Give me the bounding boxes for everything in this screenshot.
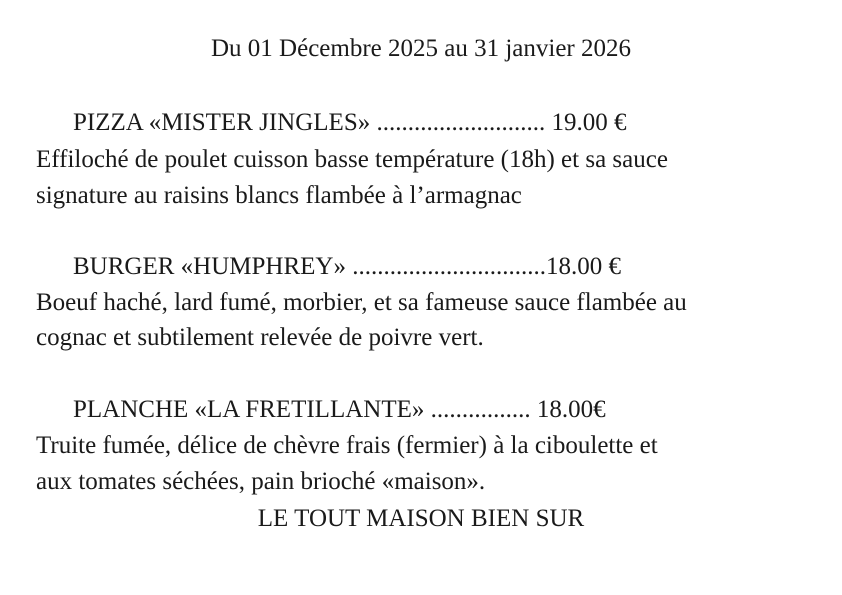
menu-item-title-planche: PLANCHE «LA FRETILLANTE» ................ 18.00€ [73,396,606,423]
menu-item-title-pizza: PIZZA «MISTER JINGLES» ........................... 19.00 € [73,109,627,136]
menu-item-description-line: Boeuf haché, lard fumé, morbier, et sa fameuse sauce flambée au [36,289,687,316]
menu-item-description-line: Truite fumée, délice de chèvre frais (fermier) à la ciboulette et [36,432,658,459]
menu-item-description-line: cognac et subtilement relevée de poivre vert. [36,324,484,351]
date-range: Du 01 Décembre 2025 au 31 janvier 2026 [210,35,632,62]
menu-item-description-line: aux tomates séchées, pain brioché «maison». [36,468,486,495]
menu-item-title-burger: BURGER «HUMPHREY» ...............................18.00 € [73,253,621,280]
menu-item-description-line: signature au raisins blancs flambée à l’armagnac [36,182,522,209]
menu-item-description-line: Effiloché de poulet cuisson basse température (18h) et sa sauce [36,146,668,173]
footer-note: LE TOUT MAISON BIEN SUR [257,505,585,532]
